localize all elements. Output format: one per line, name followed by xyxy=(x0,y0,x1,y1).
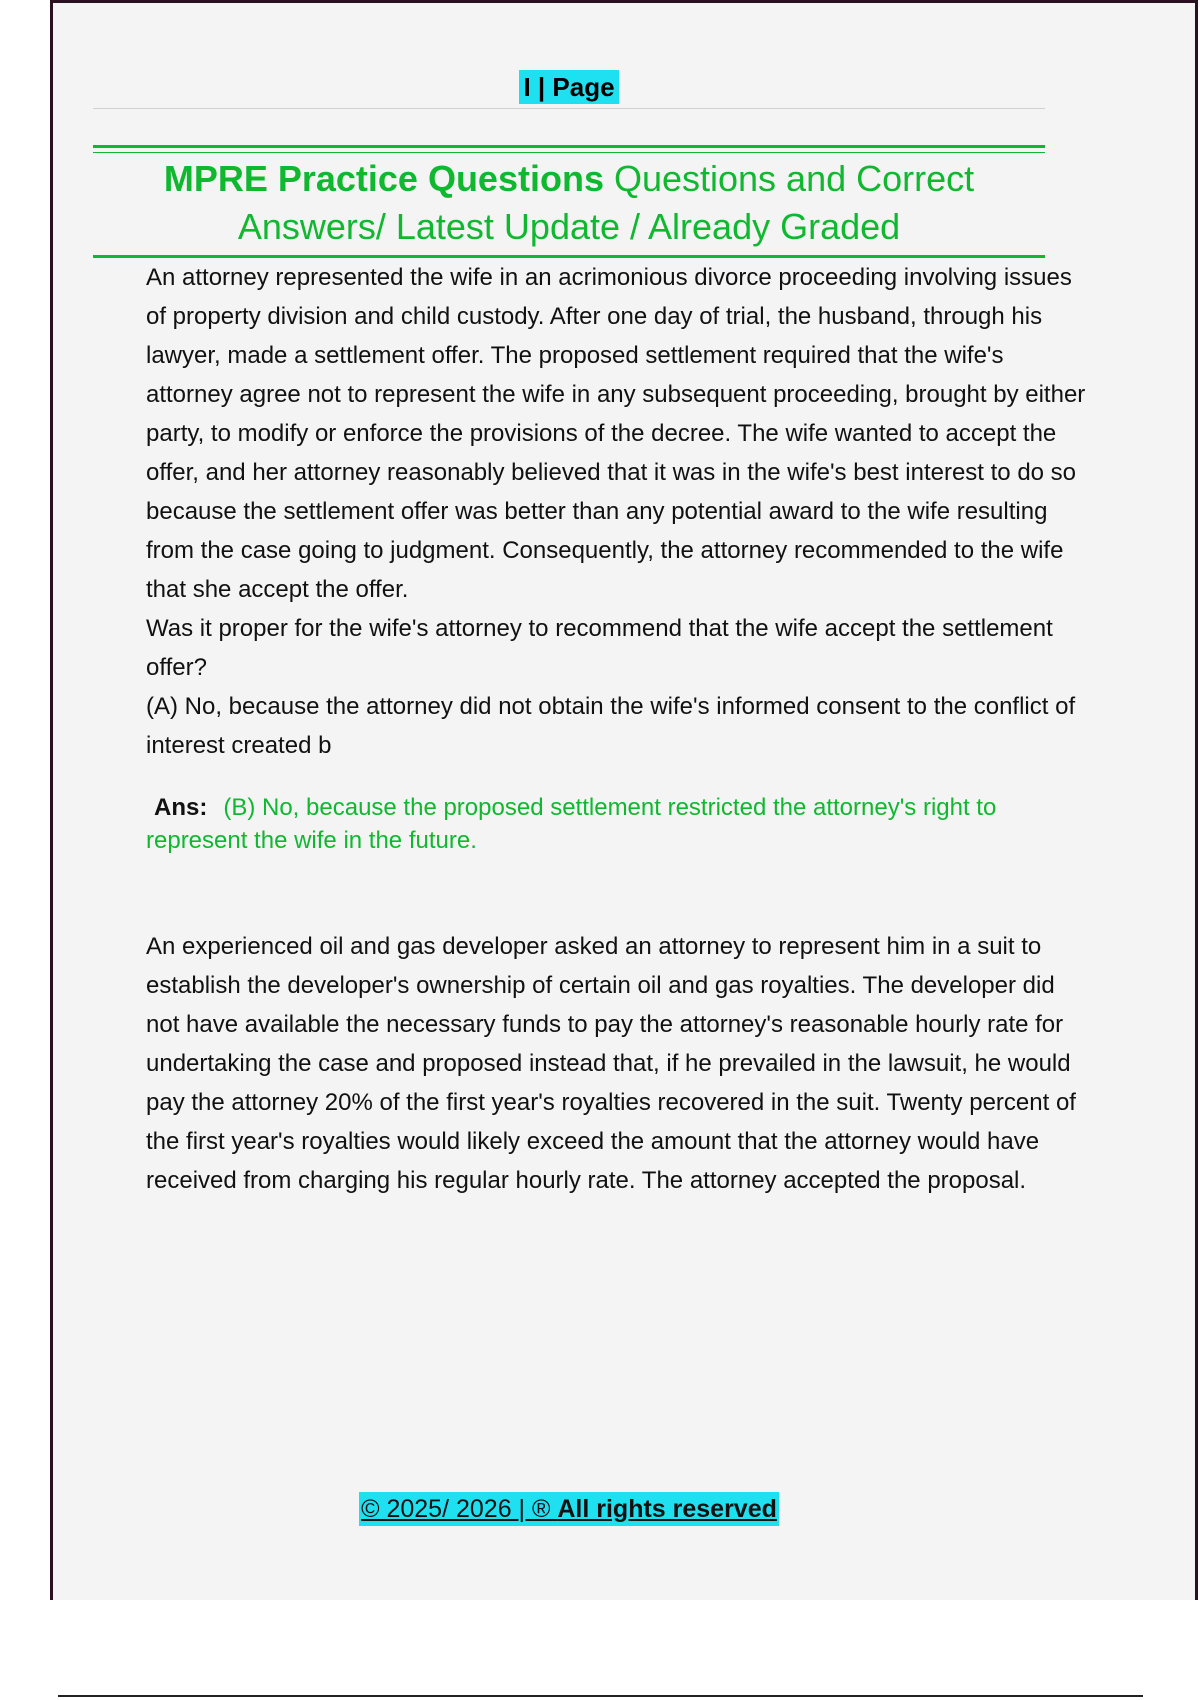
title-bold-part: MPRE Practice Questions xyxy=(163,158,604,199)
bottom-divider xyxy=(58,1695,1143,1697)
page-footer xyxy=(93,1492,1045,1526)
question-1-answer xyxy=(146,791,1092,857)
question-2-scenario: An experienced oil and gas developer asked an attorney to represent him in a suit to establish the developer's ownership of certain oil and gas royalties. The developer did not have available the necessary funds to pay the attorney's reasonable hourly rate for undertaking the case and proposed instead that, if he prevailed in the lawsuit, he would pay the attorney 20% of the first year's royalties recovered in the suit. Twenty percent of the first year's royalties would likely exceed the amount that the attorney would have received from charging his regular hourly rate. The attorney accepted the proposal. xyxy=(146,933,1076,1194)
header-divider xyxy=(93,108,1045,109)
copyright-notice xyxy=(359,1492,779,1526)
title-text xyxy=(93,152,1045,255)
copyright-years: © 2025/ 2026 | ® xyxy=(361,1495,558,1523)
question-1-option-a: (A) No, because the attorney did not obtain the wife's informed consent to the conflict of interest created b xyxy=(146,693,1076,759)
rights-reserved: All rights reserved xyxy=(557,1495,777,1523)
question-1-prompt: Was it proper for the wife's attorney to recommend that the wife accept the settlement offer? xyxy=(146,615,1053,681)
page-header xyxy=(93,70,1045,110)
question-1-scenario: An attorney represented the wife in an acrimonious divorce proceeding involving issues of property division and child custody. After one day of trial, the husband, through his lawyer, made a settlement offer. The proposed settlement required that the wife's attorney agree not to represent the wife in any subsequent proceeding, brought by either party, to modify or enforce the provisions of the decree. The wife wanted to accept the offer, and her attorney reasonably believed that it was in the wife's best interest to do so because the settlement offer was better than any potential award to the wife resulting from the case going to judgment. Consequently, the attorney recommended to the wife that she accept the offer. xyxy=(146,264,1086,603)
page-number-label: I | Page xyxy=(519,70,618,104)
document-body xyxy=(146,258,1092,1200)
title-rest: Questions and Correct Answers/ Latest Update / Already Graded xyxy=(237,158,975,247)
document-title xyxy=(93,145,1045,258)
answer-text: (B) No, because the proposed settlement restricted the attorney's right to represent the wife in the future. xyxy=(146,794,997,854)
answer-label: Ans: xyxy=(154,794,208,821)
